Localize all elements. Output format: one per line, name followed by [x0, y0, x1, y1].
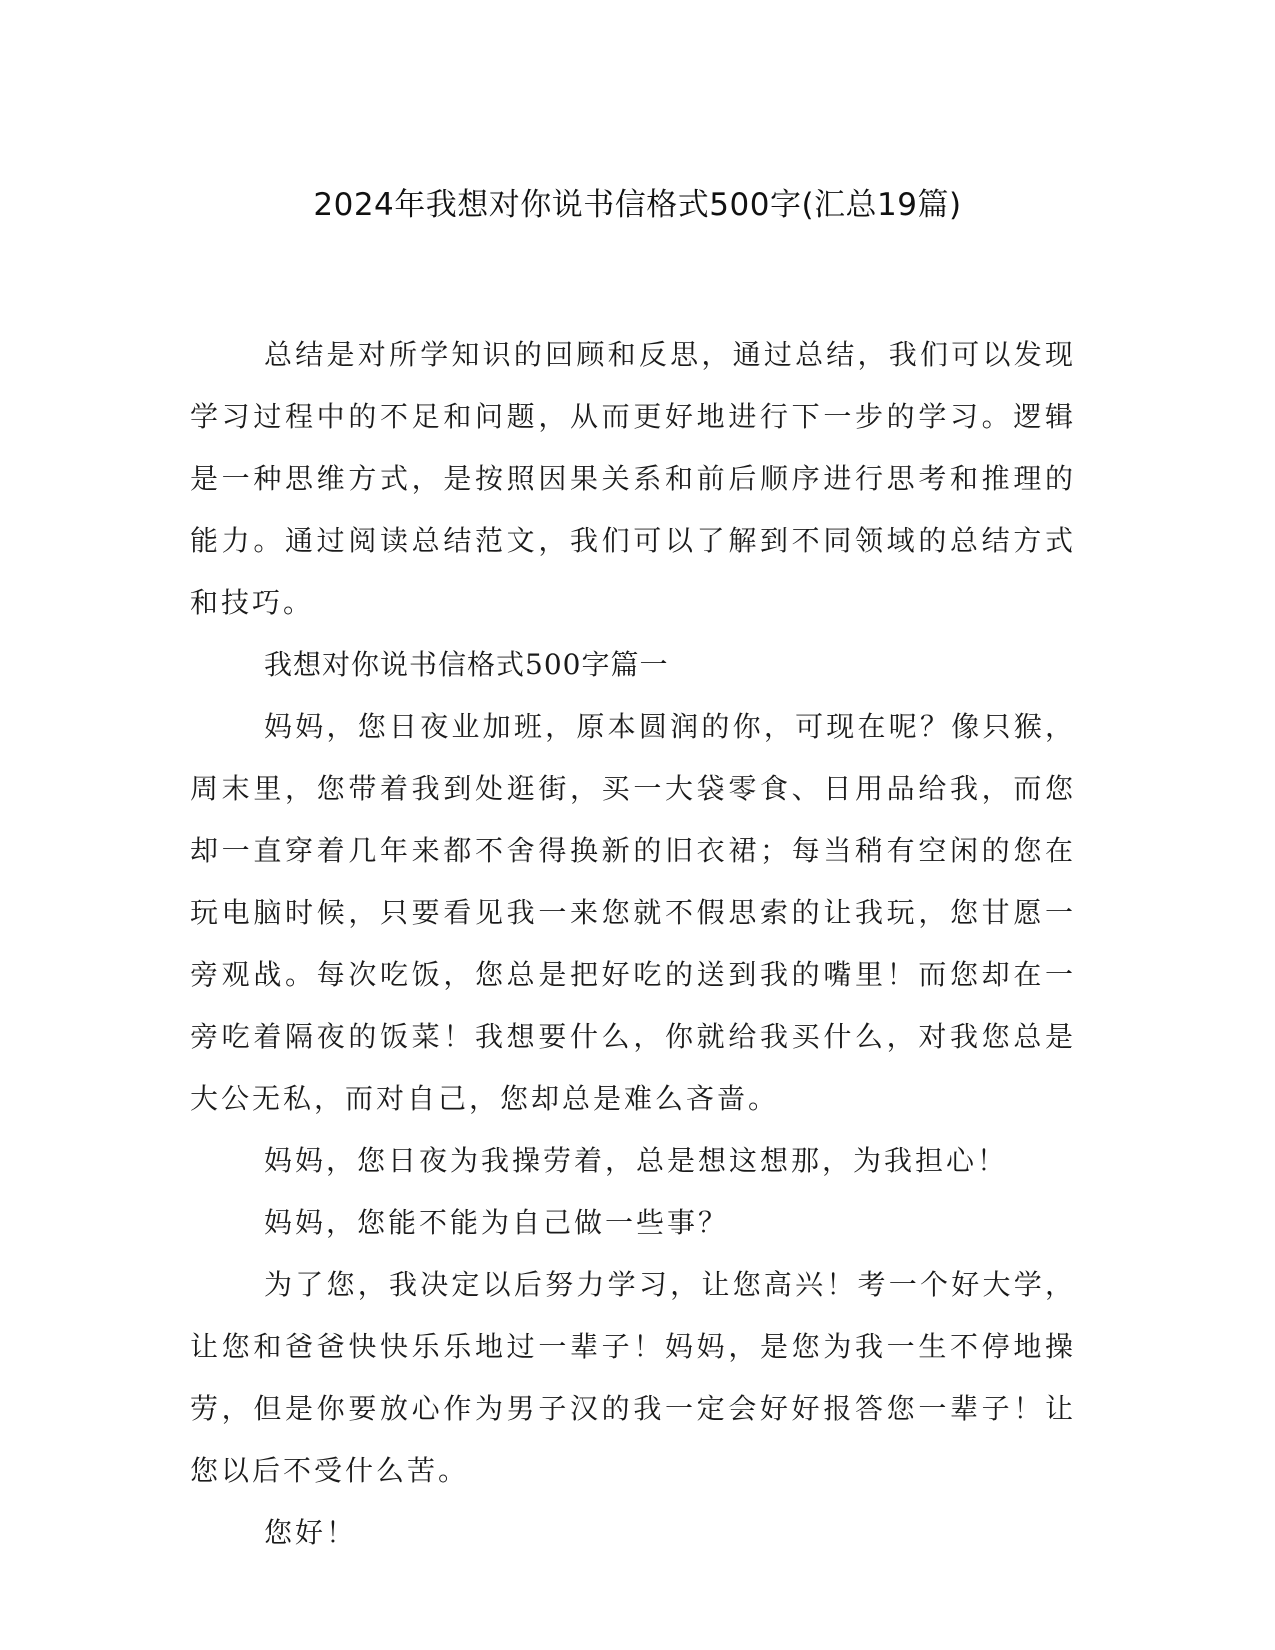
letter-paragraph-4: 为了您，我决定以后努力学习，让您高兴！考一个好大学，让您和爸爸快快乐乐地过一辈子！妈妈，是您为我一生不停地操劳，但是你要放心作为男子汉的我一定会好好报答您一辈子！让您以后不受什么苦。: [190, 1268, 1076, 1487]
letter-paragraph-3: 妈妈，您能不能为自己做一些事？: [264, 1206, 730, 1239]
letter-greeting: 您好！: [264, 1516, 358, 1549]
section-heading: 我想对你说书信格式500字篇一: [264, 648, 669, 681]
document-title: 2024年我想对你说书信格式500字(汇总19篇): [313, 187, 962, 223]
document-body: [190, 324, 1076, 1564]
letter-paragraph-1: 妈妈，您日夜业加班，原本圆润的你，可现在呢？像只猴，周末里，您带着我到处逛街，买一大袋零食、日用品给我，而您却一直穿着几年来都不舍得换新的旧衣裙；每当稍有空闲的您在玩电脑时候，只要看见我一来您就不假思索的让我玩，您甘愿一旁观战。每次吃饭，您总是把好吃的送到我的嘴里！而您却在一旁吃着隔夜的饭菜！我想要什么，你就给我买什么，对我您总是大公无私，而对自己，您却总是难么吝啬。: [190, 710, 1076, 1115]
intro-paragraph: 总结是对所学知识的回顾和反思，通过总结，我们可以发现学习过程中的不足和问题，从而更好地进行下一步的学习。逻辑是一种思维方式，是按照因果关系和前后顺序进行思考和推理的能力。通过阅读总结范文，我们可以了解到不同领域的总结方式和技巧。: [190, 338, 1076, 619]
letter-paragraph-2: 妈妈，您日夜为我操劳着，总是想这想那，为我担心！: [264, 1144, 1009, 1177]
